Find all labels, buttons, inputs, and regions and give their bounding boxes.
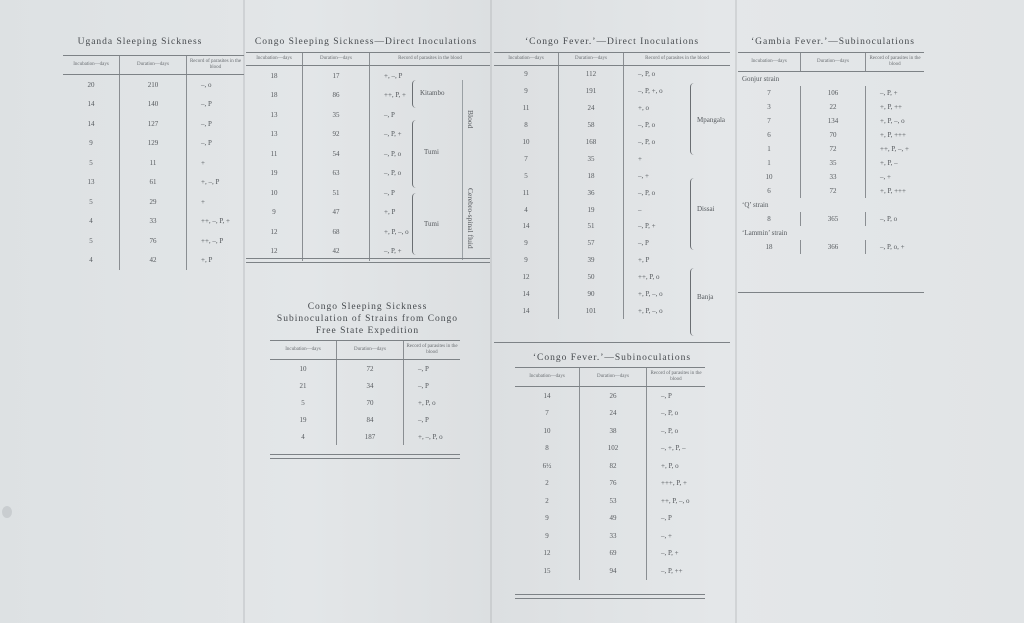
table-row	[270, 411, 460, 428]
cell-record: –, P, +	[370, 125, 491, 145]
divider	[462, 80, 463, 260]
strain-tumi-2: Tumi	[424, 220, 439, 228]
cell-incubation: 8	[524, 121, 528, 130]
cell-duration: 35	[559, 150, 624, 167]
cell-incubation: 7	[524, 154, 528, 163]
cell-record: +, P, –, o	[624, 302, 731, 319]
congo-direct-title: Congo Sleeping Sickness—Direct Inoculations	[254, 37, 478, 47]
group-csf: Cerebro-spinal fluid	[466, 188, 475, 249]
cell-duration: 29	[120, 192, 187, 212]
cell-record: –, P	[370, 183, 491, 203]
cell-incubation: 20	[87, 80, 95, 89]
cell-incubation: 14	[543, 391, 551, 400]
cell-incubation: 18	[270, 91, 278, 100]
table-row	[63, 251, 244, 271]
table-row	[515, 475, 705, 493]
cell-incubation: 6	[767, 187, 771, 195]
cell-record: –, o	[187, 75, 245, 95]
table-row	[63, 212, 244, 232]
fold-line	[490, 0, 492, 623]
cell-duration: 19	[559, 201, 624, 218]
brace	[690, 178, 696, 250]
table-row	[246, 183, 490, 203]
table-row	[270, 360, 460, 378]
cell-incubation: 1	[767, 159, 771, 167]
cell-incubation: 4	[301, 432, 305, 441]
col-record: Record of parasites in the blood	[404, 341, 461, 360]
cell-duration: 102	[580, 440, 647, 458]
cell-incubation: 9	[545, 531, 549, 540]
strain-row	[738, 198, 924, 212]
cell-incubation: 12	[270, 247, 278, 256]
cell-record: –	[624, 201, 731, 218]
cell-duration: 39	[559, 252, 624, 269]
congo-sub-table	[270, 340, 460, 445]
cell-duration: 106	[801, 86, 866, 100]
table-row	[246, 164, 490, 184]
cell-record: –, +	[866, 170, 925, 184]
cell-duration: 24	[559, 100, 624, 117]
cell-record: +, P, o	[647, 457, 706, 475]
cell-duration: 35	[303, 105, 370, 125]
cell-incubation: 10	[270, 188, 278, 197]
cell-record: +, P	[624, 252, 731, 269]
cell-incubation: 21	[299, 381, 307, 390]
table-row	[738, 156, 924, 170]
strain-kitambo: Kitambo	[420, 89, 445, 97]
cell-record: +, P	[370, 203, 491, 223]
cell-incubation: 13	[87, 178, 95, 187]
cell-record: –, P	[647, 387, 706, 405]
cell-incubation: 5	[89, 158, 93, 167]
place-banja: Banja	[697, 293, 714, 301]
col-record: Record of parasites in the blood	[624, 53, 731, 66]
congo-sub-title-3: Free State Expedition	[315, 326, 420, 336]
table-row	[515, 562, 705, 580]
cell-record: –, P	[187, 114, 245, 134]
col-record: Record of parasites in the blood	[866, 53, 925, 72]
cell-record: +, o	[624, 100, 731, 117]
cell-record: –, +	[624, 167, 731, 184]
col-duration: Duration—days	[580, 368, 647, 387]
cell-duration: 70	[801, 128, 866, 142]
cell-duration: 127	[120, 114, 187, 134]
col-incubation: Incubation—days	[738, 53, 801, 72]
col-record: Record of parasites in the blood	[187, 56, 245, 75]
cell-incubation: 9	[524, 239, 528, 248]
table-row	[738, 212, 924, 226]
table-row	[494, 252, 730, 269]
cell-record: –, P, o	[624, 66, 731, 83]
cell-record: –, P, o	[647, 422, 706, 440]
cell-incubation: 5	[301, 398, 305, 407]
cell-incubation: 3	[767, 103, 771, 111]
fold-line	[735, 0, 737, 623]
cell-incubation: 13	[270, 130, 278, 139]
cell-record: –, P, o	[370, 144, 491, 164]
cell-record: ++, P, o	[624, 269, 731, 286]
cell-record: –, P, +	[647, 545, 706, 563]
cell-record: +	[624, 150, 731, 167]
cell-record: –, +, P, –	[647, 440, 706, 458]
cell-record: –, P	[404, 377, 461, 394]
col-duration: Duration—days	[337, 341, 404, 360]
cell-duration: 94	[580, 562, 647, 580]
cell-incubation: 14	[87, 119, 95, 128]
brace	[412, 193, 418, 255]
table-row	[515, 405, 705, 423]
congo-fever-sub-title: ‘Congo Fever.’—Subinoculations	[532, 353, 692, 363]
table-row	[494, 66, 730, 83]
cell-incubation: 14	[522, 222, 530, 231]
cell-incubation: 9	[89, 139, 93, 148]
cell-duration: 72	[801, 142, 866, 156]
table-end-rule	[515, 594, 705, 599]
cell-incubation: 19	[299, 415, 307, 424]
table-row	[270, 394, 460, 411]
cell-duration: 58	[559, 117, 624, 134]
cell-duration: 33	[801, 170, 866, 184]
cell-duration: 51	[559, 218, 624, 235]
brace	[412, 120, 418, 188]
table-row	[738, 100, 924, 114]
cell-record: +, P, o	[404, 394, 461, 411]
cell-incubation: 11	[270, 149, 278, 158]
table-row	[738, 240, 924, 254]
cell-record: +	[187, 153, 245, 173]
cell-record: –, +	[647, 527, 706, 545]
table-row	[63, 231, 244, 251]
cell-duration: 101	[559, 302, 624, 319]
cell-incubation: 10	[543, 426, 551, 435]
table-row	[738, 128, 924, 142]
table-row	[63, 75, 244, 95]
table-end-rule	[270, 454, 460, 459]
cell-record: +	[187, 192, 245, 212]
cell-incubation: 7	[545, 409, 549, 418]
table-row	[738, 86, 924, 100]
cell-record: ++, P, –, o	[647, 492, 706, 510]
col-duration: Duration—days	[303, 53, 370, 66]
table-row	[515, 545, 705, 563]
cell-record: +, P, –, o	[866, 114, 925, 128]
brace	[690, 268, 696, 336]
table-row	[270, 428, 460, 445]
cell-record: –, P, ++	[647, 562, 706, 580]
cell-record: –, P	[647, 510, 706, 528]
cell-incubation: 9	[524, 87, 528, 96]
col-record: Record of parasites in the blood	[647, 368, 706, 387]
table-row	[63, 114, 244, 134]
table-row	[515, 422, 705, 440]
cell-duration: 53	[580, 492, 647, 510]
col-record: Record of parasites in the blood	[370, 53, 491, 66]
place-dissai: Dissai	[697, 205, 715, 213]
col-duration: Duration—days	[801, 53, 866, 72]
cell-incubation: 8	[767, 215, 771, 223]
cell-duration: 36	[559, 184, 624, 201]
table-row	[270, 377, 460, 394]
cell-duration: 38	[580, 422, 647, 440]
cell-record: –, P	[404, 360, 461, 378]
cell-incubation: 15	[543, 566, 551, 575]
cell-incubation: 4	[524, 205, 528, 214]
cell-duration: 140	[120, 95, 187, 115]
cell-duration: 134	[801, 114, 866, 128]
cell-duration: 61	[120, 173, 187, 193]
cell-duration: 191	[559, 83, 624, 100]
strain-tumi: Tumi	[424, 148, 439, 156]
cell-duration: 51	[303, 183, 370, 203]
cell-duration: 35	[801, 156, 866, 170]
table-row	[246, 203, 490, 223]
col-incubation: Incubation—days	[246, 53, 303, 66]
col-incubation: Incubation—days	[494, 53, 559, 66]
table-row	[246, 105, 490, 125]
cell-duration: 210	[120, 75, 187, 95]
cell-record: ++, P, –, +	[866, 142, 925, 156]
paper-spot	[2, 506, 12, 518]
cell-duration: 168	[559, 134, 624, 151]
table-row	[738, 184, 924, 198]
cell-record: –, P, o, +	[866, 240, 925, 254]
cell-record: ++, –, P, +	[187, 212, 245, 232]
cell-incubation: 9	[272, 208, 276, 217]
cell-record: –, P, +	[866, 86, 925, 100]
cell-duration: 42	[303, 242, 370, 262]
table-row	[246, 222, 490, 242]
cell-incubation: 18	[765, 243, 773, 251]
cell-incubation: 13	[270, 110, 278, 119]
cell-record: –, P, o	[624, 117, 731, 134]
cell-incubation: 9	[545, 514, 549, 523]
table-row	[246, 66, 490, 86]
cell-duration: 47	[303, 203, 370, 223]
table-end-rule	[494, 342, 730, 343]
cell-duration: 50	[559, 269, 624, 286]
cell-incubation: 11	[522, 188, 530, 197]
cell-incubation: 4	[89, 217, 93, 226]
strain-lammin: ‘Lammin’ strain	[742, 229, 788, 237]
table-row	[63, 192, 244, 212]
gambia-title: ‘Gambia Fever.’—Subinoculations	[751, 37, 915, 47]
cell-duration: 68	[303, 222, 370, 242]
cell-record: +++, P, +	[647, 475, 706, 493]
congo-direct-table	[246, 52, 490, 261]
table-row	[246, 144, 490, 164]
cell-incubation: 5	[524, 171, 528, 180]
cell-incubation: 5	[89, 197, 93, 206]
cell-duration: 92	[303, 125, 370, 145]
uganda-title: Uganda Sleeping Sickness	[77, 37, 203, 47]
cell-incubation: 8	[545, 444, 549, 453]
cell-record: +, P, +++	[866, 128, 925, 142]
cell-record: –, P, o	[624, 134, 731, 151]
table-row	[63, 153, 244, 173]
table-row	[515, 492, 705, 510]
congo-fever-sub-table	[515, 367, 705, 580]
strain-gonjur: Gonjur strain	[742, 75, 780, 83]
cell-record: –, P	[187, 95, 245, 115]
cell-record: +, P, ++	[866, 100, 925, 114]
table-row	[246, 125, 490, 145]
cell-record: –, P, +, o	[624, 83, 731, 100]
cell-duration: 112	[559, 66, 624, 83]
cell-record: –, P, +	[624, 218, 731, 235]
cell-duration: 90	[559, 286, 624, 303]
cell-record: –, P, o	[866, 212, 925, 226]
cell-duration: 69	[580, 545, 647, 563]
cell-record: –, P	[624, 235, 731, 252]
table-row	[63, 173, 244, 193]
cell-duration: 82	[580, 457, 647, 475]
cell-duration: 33	[580, 527, 647, 545]
cell-record: –, P	[404, 411, 461, 428]
congo-fever-direct-title: ‘Congo Fever.’—Direct Inoculations	[524, 37, 700, 47]
cell-record: –, P, o	[647, 405, 706, 423]
cell-record: –, P	[370, 105, 491, 125]
cell-incubation: 10	[299, 364, 307, 373]
gambia-table	[738, 52, 924, 254]
strain-q: ‘Q’ strain	[742, 201, 769, 209]
cell-record: –, P, +	[370, 242, 491, 262]
cell-incubation: 11	[522, 104, 530, 113]
col-incubation: Incubation—days	[515, 368, 580, 387]
cell-duration: 84	[337, 411, 404, 428]
cell-duration: 76	[580, 475, 647, 493]
table-row	[63, 134, 244, 154]
col-incubation: Incubation—days	[270, 341, 337, 360]
cell-record: +, P, –, o	[370, 222, 491, 242]
cell-incubation: 12	[270, 227, 278, 236]
cell-incubation: 9	[524, 256, 528, 265]
table-row	[515, 440, 705, 458]
cell-incubation: 6	[767, 131, 771, 139]
cell-duration: 34	[337, 377, 404, 394]
table-end-rule	[738, 292, 924, 293]
table-row	[515, 510, 705, 528]
cell-duration: 17	[303, 66, 370, 86]
cell-incubation: 7	[767, 89, 771, 97]
cell-record: –, P	[187, 134, 245, 154]
cell-incubation: 4	[89, 256, 93, 265]
cell-duration: 18	[559, 167, 624, 184]
brace	[412, 80, 418, 108]
cell-incubation: 19	[270, 169, 278, 178]
strain-row	[738, 226, 924, 240]
cell-duration: 26	[580, 387, 647, 405]
cell-incubation: 2	[545, 496, 549, 505]
col-duration: Duration—days	[559, 53, 624, 66]
cell-record: –, P, o	[370, 164, 491, 184]
cell-incubation: 2	[545, 479, 549, 488]
cell-duration: 70	[337, 394, 404, 411]
cell-duration: 49	[580, 510, 647, 528]
uganda-table	[63, 55, 244, 270]
cell-duration: 86	[303, 86, 370, 106]
cell-incubation: 9	[524, 70, 528, 79]
cell-duration: 187	[337, 428, 404, 445]
table-row	[515, 527, 705, 545]
brace	[690, 83, 696, 155]
cell-duration: 54	[303, 144, 370, 164]
cell-record: ++, P, +	[370, 86, 491, 106]
table-row	[515, 387, 705, 405]
cell-record: +, –, P	[187, 173, 245, 193]
cell-incubation: 14	[522, 290, 530, 299]
strain-row	[738, 72, 924, 87]
cell-incubation: 18	[270, 71, 278, 80]
cell-incubation: 6½	[542, 461, 552, 470]
cell-record: +, P, –, o	[624, 286, 731, 303]
cell-record: ++, –, P	[187, 231, 245, 251]
cell-incubation: 1	[767, 145, 771, 153]
table-row	[738, 142, 924, 156]
table-row	[515, 457, 705, 475]
cell-incubation: 10	[522, 138, 530, 146]
cell-incubation: 7	[767, 117, 771, 125]
table-row	[738, 170, 924, 184]
col-duration: Duration—days	[120, 56, 187, 75]
cell-duration: 129	[120, 134, 187, 154]
cell-duration: 33	[120, 212, 187, 232]
cell-incubation: 14	[87, 100, 95, 109]
table-row	[63, 95, 244, 115]
cell-duration: 63	[303, 164, 370, 184]
cell-duration: 72	[801, 184, 866, 198]
congo-sub-title-2: Subinoculation of Strains from Congo	[276, 314, 459, 324]
cell-duration: 76	[120, 231, 187, 251]
cell-record: +, P, –	[866, 156, 925, 170]
cell-duration: 22	[801, 100, 866, 114]
table-row	[246, 86, 490, 106]
cell-incubation: 12	[543, 549, 551, 558]
table-end-rule	[246, 258, 490, 263]
col-incubation: Incubation—days	[63, 56, 120, 75]
cell-duration: 366	[801, 240, 866, 254]
cell-duration: 42	[120, 251, 187, 271]
place-mpangala: Mpangala	[697, 116, 725, 124]
table-row	[738, 114, 924, 128]
cell-record: +, –, P, o	[404, 428, 461, 445]
cell-record: +, P, +++	[866, 184, 925, 198]
cell-duration: 57	[559, 235, 624, 252]
cell-duration: 11	[120, 153, 187, 173]
cell-incubation: 12	[522, 273, 530, 282]
cell-record: +, P	[187, 251, 245, 271]
cell-incubation: 10	[765, 173, 773, 181]
cell-duration: 365	[801, 212, 866, 226]
cell-duration: 24	[580, 405, 647, 423]
cell-incubation: 5	[89, 236, 93, 245]
group-blood: Blood	[466, 110, 475, 129]
cell-duration: 72	[337, 360, 404, 378]
cell-record: +, –, P	[370, 66, 491, 86]
cell-record: –, P, o	[624, 184, 731, 201]
cell-incubation: 14	[522, 306, 530, 315]
congo-sub-title-1: Congo Sleeping Sickness	[307, 302, 428, 312]
